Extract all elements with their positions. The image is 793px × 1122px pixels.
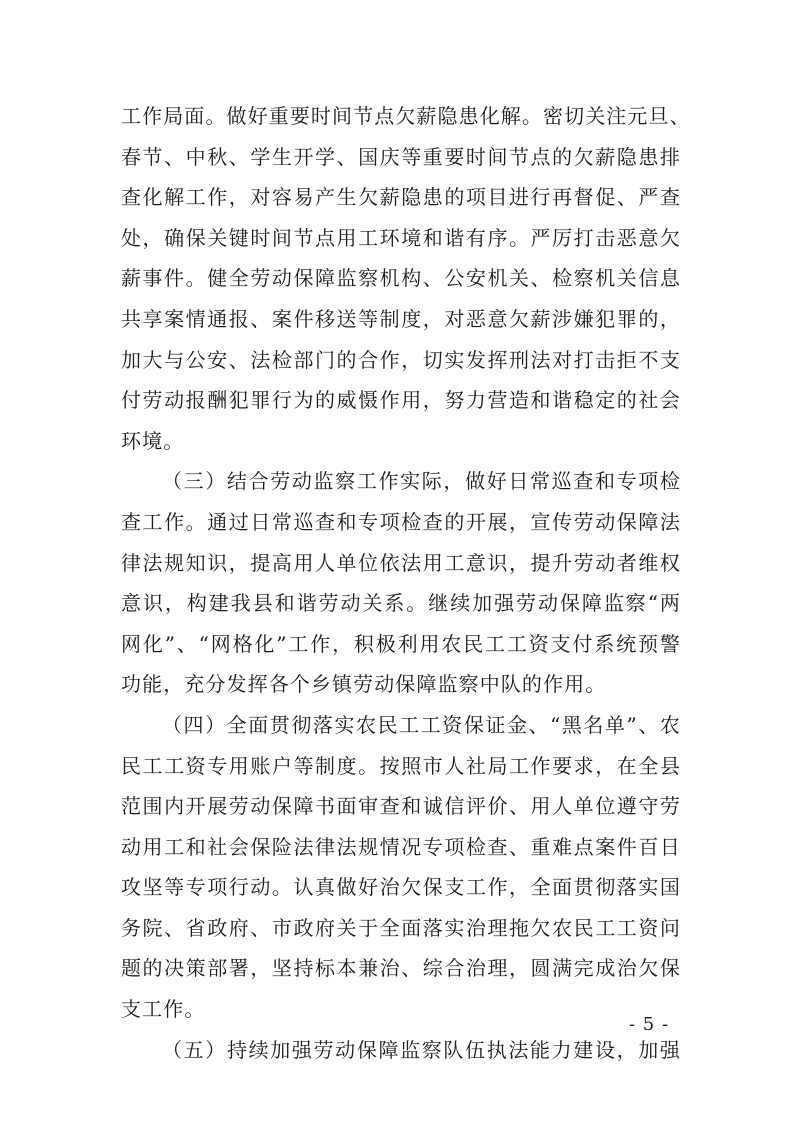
text-line: 民工工资专用账户等制度。按照市人社局工作要求，在全县 bbox=[121, 753, 681, 778]
text-line: 工作局面。做好重要时间节点欠薪隐患化解。密切关注元旦、 bbox=[121, 104, 691, 128]
text-line: 网化”、“网格化”工作，积极利用农民工工资支付系统预警 bbox=[121, 631, 681, 656]
page-number: - 5 - bbox=[628, 1014, 670, 1035]
text-line: 薪事件。健全劳动保障监察机构、公安机关、检察机关信息 bbox=[121, 266, 681, 291]
text-line: 范围内开展劳动保障书面审查和诚信评价、用人单位遵守劳 bbox=[121, 794, 681, 819]
text-line: 意识，构建我县和谐劳动关系。继续加强劳动保障监察“两 bbox=[121, 591, 681, 616]
text-line: 春节、中秋、学生开学、国庆等重要时间节点的欠薪隐患排 bbox=[121, 144, 681, 169]
text-line: 攻坚等专项行动。认真做好治欠保支工作，全面贯彻落实国 bbox=[121, 875, 681, 900]
text-line: 功能，充分发挥各个乡镇劳动保障监察中队的作用。 bbox=[121, 672, 607, 697]
section-heading-line: （四）全面贯彻落实农民工工资保证金、“黑名单”、农 bbox=[162, 712, 681, 737]
body-text bbox=[121, 96, 691, 1070]
text-line: 律法规知识，提高用人单位依法用工意识，提升劳动者维权 bbox=[121, 550, 681, 575]
text-line: 共享案情通报、案件移送等制度，对恶意欠薪涉嫌犯罪的， bbox=[121, 306, 681, 331]
text-line: 务院、省政府、市政府关于全面落实治理拖欠农民工工资问 bbox=[121, 915, 681, 940]
text-line: 动用工和社会保险法律法规情况专项检查、重难点案件百日 bbox=[121, 834, 681, 859]
text-line: 环境。 bbox=[121, 428, 185, 453]
text-line: 查工作。通过日常巡查和专项检查的开展，宣传劳动保障法 bbox=[121, 509, 681, 534]
text-line: 支工作。 bbox=[121, 997, 206, 1022]
section-heading-line: （五）持续加强劳动保障监察队伍执法能力建设，加强 bbox=[162, 1037, 681, 1062]
text-line: 查化解工作，对容易产生欠薪隐患的项目进行再督促、严查 bbox=[121, 185, 681, 210]
text-line: 付劳动报酬犯罪行为的威慑作用，努力营造和谐稳定的社会 bbox=[121, 388, 681, 413]
text-line: 处，确保关键时间节点用工环境和谐有序。严厉打击恶意欠 bbox=[121, 225, 681, 250]
text-line: 加大与公安、法检部门的合作，切实发挥刑法对打击拒不支 bbox=[121, 347, 681, 372]
text-line: 题的决策部署，坚持标本兼治、综合治理，圆满完成治欠保 bbox=[121, 956, 681, 981]
section-heading-line: （三）结合劳动监察工作实际，做好日常巡查和专项检 bbox=[162, 469, 681, 494]
